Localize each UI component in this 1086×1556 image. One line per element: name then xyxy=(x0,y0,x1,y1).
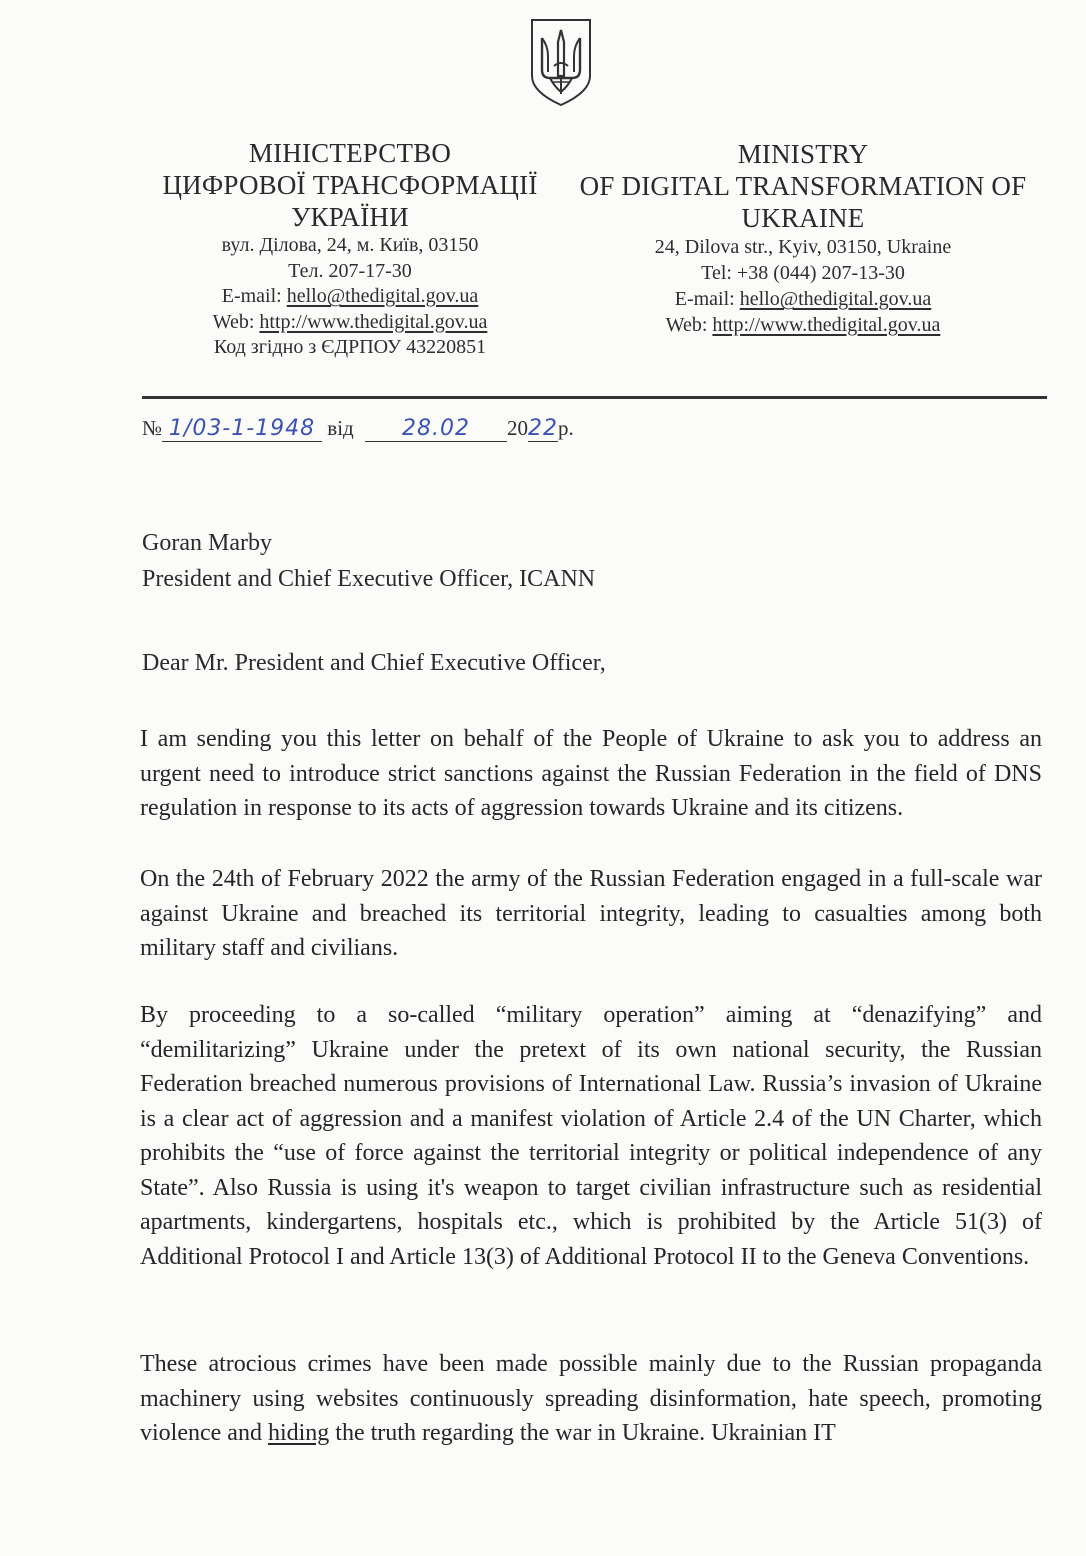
body-paragraph-3: By proceeding to a so-called “military operation” aiming at “denazifying” and “demilitarizing” Ukraine under the pretext of its own national security, the Russian Federation breached numerous provisions of International Law. Russia’s invasion of Ukraine is a clear act of aggression and a manifest violation of Article 2.4 of the UN Charter, which prohibits the “use of force against the territorial integrity or political independence of any State”. Also Russia is using it's weapon to target civilian infrastructure such as residential apartments, kindergartens, hospitals etc., which is prohibited by the Article 51(3) of Additional Protocol I and Article 13(3) of Additional Protocol II to the Geneva Conventions. xyxy=(140,1002,1042,1270)
web-row-ua xyxy=(140,310,560,336)
ministry-title-en-line-3: UKRAINE xyxy=(741,203,865,233)
reference-number-field xyxy=(162,416,322,442)
phone-ua: Тел. 207-17-30 xyxy=(288,259,412,282)
addressee-name: Goran Marby xyxy=(142,530,272,556)
body-paragraph-1: I am sending you this letter on behalf of the People of Ukraine to ask you to address an urgent need to introduce strict sanctions against the Russian Federation in the field of DNS regulation in response to its acts of aggression towards Ukraine and its citizens. xyxy=(140,726,1042,821)
reference-number: 1/03-1-1948 xyxy=(168,416,316,441)
number-label: № xyxy=(142,416,163,440)
web-row-en xyxy=(560,312,1046,338)
phone-en: Tel: +38 (044) 207-13-30 xyxy=(701,262,905,284)
web-label: Web: xyxy=(212,310,255,333)
body-paragraph-4 xyxy=(140,1347,1042,1451)
email-row-ua xyxy=(140,284,560,310)
year-unit: р. xyxy=(557,416,574,440)
email-link-en[interactable]: hello@thedigital.gov.ua xyxy=(739,288,932,310)
reference-date: 28.02 xyxy=(401,416,470,441)
email-link-ua[interactable]: hello@thedigital.gov.ua xyxy=(286,285,479,307)
email-label: E-mail: xyxy=(674,288,735,310)
ministry-title-ua-line-2: ЦИФРОВОЇ ТРАНСФОРМАЦІЇ xyxy=(162,170,538,200)
edrpou-code: Код згідно з ЄДРПОУ 43220851 xyxy=(213,336,487,358)
paragraph-4-text-start: These atrocious crimes have been made possible mainly due to the Russian propaganda machinery using websites continuously spreading disinformation, hate speech, promoting violence and xyxy=(140,1351,1042,1446)
paragraph-4-text-end: the truth regarding the war in Ukraine. Ukrainian IT xyxy=(329,1420,836,1446)
ministry-title-en-line-2: OF DIGITAL TRANSFORMATION OF xyxy=(579,171,1027,201)
address-ua: вул. Ділова, 24, м. Київ, 03150 xyxy=(221,234,479,256)
ministry-title-ua-line-1: МІНІСТЕРСТВО xyxy=(248,138,452,168)
reference-date-field xyxy=(365,416,507,442)
salutation: Dear Mr. President and Chief Executive Officer, xyxy=(142,650,606,676)
addressee-title: President and Chief Executive Officer, ICANN xyxy=(142,566,596,592)
address-en: 24, Dilova str., Kyiv, 03150, Ukraine xyxy=(654,236,952,258)
body-paragraph-2: On the 24th of February 2022 the army of the Russian Federation engaged in a full-scale war against Ukraine and breached its territorial integrity, leading to casualties among both military staff and civilians. xyxy=(140,866,1042,961)
tryzub-coat-of-arms-icon xyxy=(528,16,594,108)
header-ua xyxy=(140,137,560,361)
year-suffix: 22 xyxy=(527,416,558,441)
header-divider xyxy=(142,396,1047,399)
web-label: Web: xyxy=(665,314,708,336)
web-link-ua[interactable]: http://www.thedigital.gov.ua xyxy=(259,310,488,333)
web-link-en[interactable]: http://www.thedigital.gov.ua xyxy=(712,314,941,336)
ministry-title-ua-line-3: УКРАЇНИ xyxy=(291,202,409,232)
email-label: E-mail: xyxy=(221,285,282,307)
year-prefix: 20 xyxy=(506,416,528,440)
underlined-word-hiding: hiding xyxy=(267,1420,330,1446)
header-en xyxy=(560,138,1046,338)
date-label: від xyxy=(327,416,354,440)
email-row-en xyxy=(560,286,1046,312)
addressee-block xyxy=(142,525,595,597)
ministry-title-en-line-1: MINISTRY xyxy=(737,139,869,169)
reference-line xyxy=(142,416,574,442)
